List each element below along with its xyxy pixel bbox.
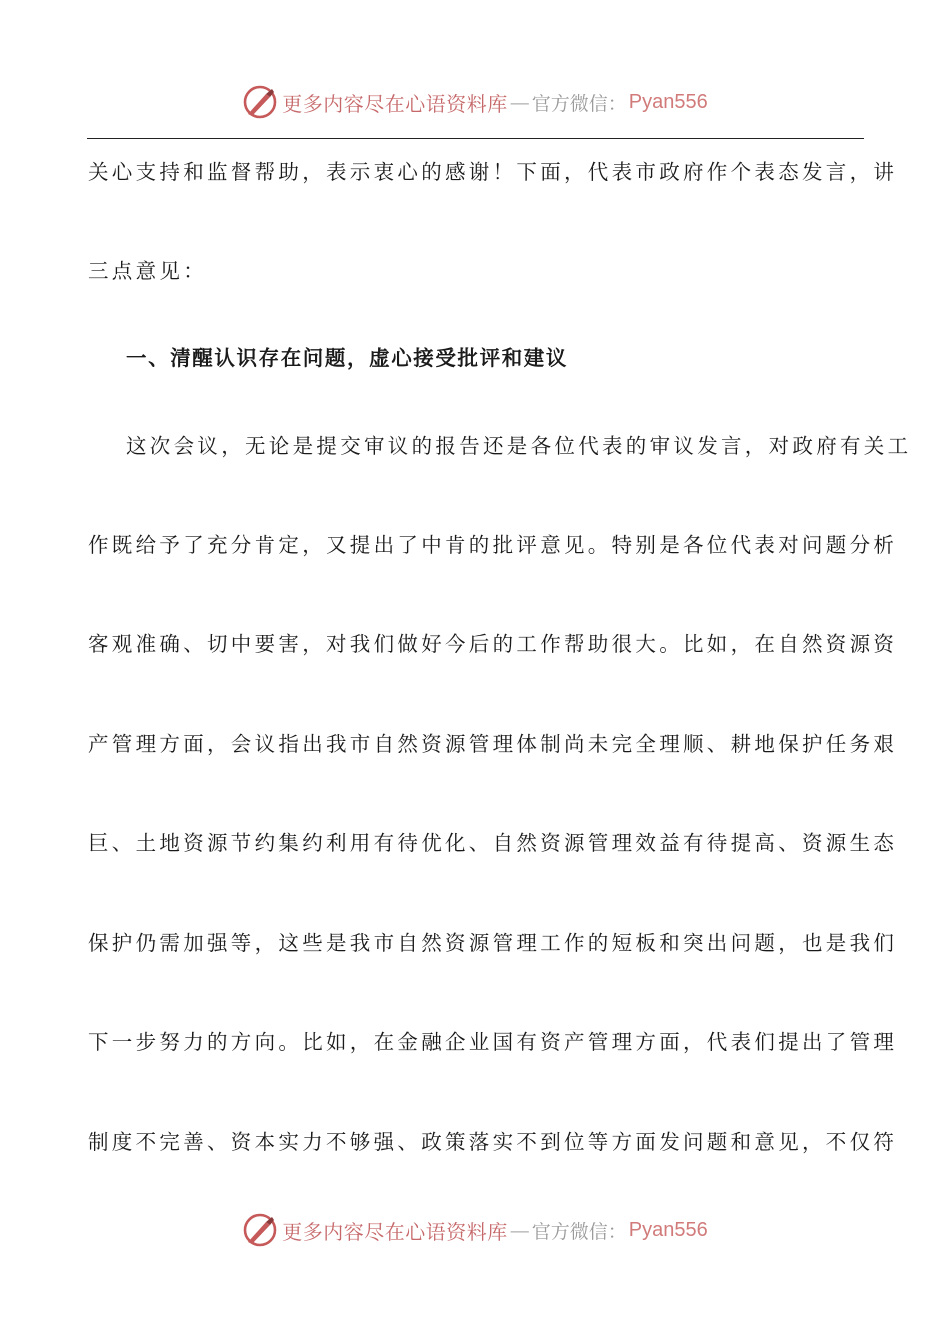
banner-dash: — <box>509 90 530 114</box>
pen-logo-icon <box>242 84 278 120</box>
body-line-7: 产管理方面，会议指出我市自然资源管理体制尚未完全理顺、耕地保护任务艰 <box>88 732 898 756</box>
pen-logo-icon <box>242 1212 278 1248</box>
body-line-6: 客观准确、切中要害，对我们做好今后的工作帮助很大。比如，在自然资源资 <box>88 632 898 656</box>
footer-banner <box>0 1210 950 1250</box>
header-banner <box>0 82 950 122</box>
section-heading: 一、清醒认识存在问题，虚心接受批评和建议 <box>126 346 568 370</box>
body-line-10: 下一步努力的方向。比如，在金融企业国有资产管理方面，代表们提出了管理 <box>88 1030 898 1054</box>
header-divider <box>87 138 864 139</box>
body-line-5: 作既给予了充分肯定，又提出了中肯的批评意见。特别是各位代表对问题分析 <box>88 533 898 557</box>
banner-wechat-label: 官方微信： <box>531 1220 627 1243</box>
banner-wechat-id: Pyan556 <box>628 90 708 113</box>
banner-wechat-label: 官方微信： <box>531 92 627 115</box>
body-line-4: 这次会议，无论是提交审议的报告还是各位代表的审议发言，对政府有关工 <box>126 434 912 458</box>
body-line-8: 巨、土地资源节约集约利用有待优化、自然资源管理效益有待提高、资源生态 <box>88 831 898 855</box>
banner-brand-text: 更多内容尽在心语资料库 <box>282 91 508 116</box>
body-line-11: 制度不完善、资本实力不够强、政策落实不到位等方面发问题和意见，不仅符 <box>88 1130 898 1154</box>
body-line-2: 三点意见： <box>88 259 207 283</box>
banner-wechat-id: Pyan556 <box>628 1218 708 1241</box>
banner-brand-text: 更多内容尽在心语资料库 <box>282 1219 508 1244</box>
body-line-1: 关心支持和监督帮助，表示衷心的感谢！下面，代表市政府作个表态发言，讲 <box>88 160 898 184</box>
banner-dash: — <box>509 1218 530 1242</box>
body-line-9: 保护仍需加强等，这些是我市自然资源管理工作的短板和突出问题，也是我们 <box>88 931 898 955</box>
